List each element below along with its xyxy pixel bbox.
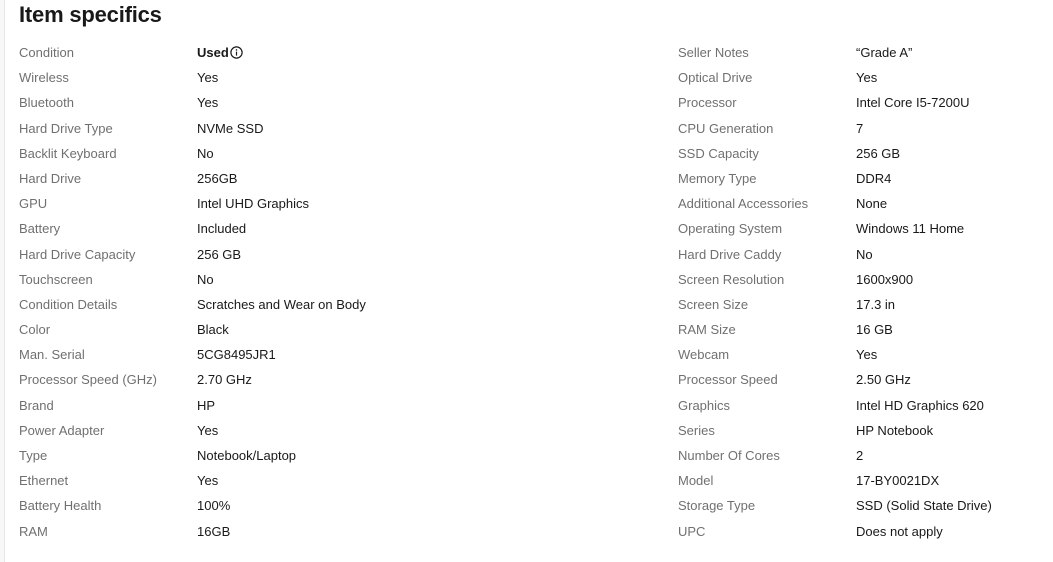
spec-label: Hard Drive — [19, 170, 82, 186]
spec-label: Ethernet — [19, 473, 69, 489]
spec-label: Condition Details — [19, 296, 118, 312]
spec-label: Type — [19, 448, 48, 463]
spec-label: Bluetooth — [19, 95, 74, 111]
spec-label: Hard Drive Capacity — [19, 246, 136, 262]
spec-label: Processor Speed (GHz) — [19, 372, 157, 388]
spec-value: 16 GB — [856, 322, 893, 338]
spec-row — [19, 242, 659, 267]
spec-label: Hard Drive Caddy — [678, 246, 782, 262]
spec-value: Yes — [856, 70, 878, 86]
spec-value: 7 — [856, 120, 864, 136]
spec-value: 256GB — [197, 170, 238, 186]
spec-value: 2.70 GHz — [197, 372, 252, 388]
spec-value: Yes — [197, 422, 219, 438]
spec-label: Condition — [19, 45, 74, 60]
spec-label: Power Adapter — [19, 422, 105, 438]
spec-value: Intel HD Graphics 620 — [856, 397, 984, 413]
spec-row — [678, 116, 1048, 141]
spec-label: Model — [678, 473, 714, 489]
spec-row — [19, 292, 659, 317]
spec-value: Windows 11 Home — [856, 221, 965, 237]
spec-label: UPC — [678, 523, 706, 539]
spec-label: Battery Health — [19, 498, 102, 514]
spec-value: HP — [197, 397, 216, 413]
spec-row — [678, 90, 1048, 115]
spec-label: Operating System — [678, 221, 783, 237]
spec-label: Hard Drive Type — [19, 120, 113, 136]
spec-value: HP Notebook — [856, 422, 934, 438]
spec-value: Yes — [197, 70, 219, 86]
spec-value: Yes — [197, 473, 219, 489]
spec-value: 256 GB — [197, 246, 242, 262]
spec-label: Number Of Cores — [678, 448, 780, 463]
spec-value: No — [197, 271, 214, 287]
spec-row — [19, 443, 659, 468]
spec-label: Storage Type — [678, 498, 756, 514]
spec-row — [678, 317, 1048, 342]
spec-value: 2 — [856, 448, 864, 463]
spec-label: Webcam — [678, 347, 730, 363]
spec-label: RAM Size — [678, 322, 736, 338]
spec-row — [19, 141, 659, 166]
spec-label: GPU — [19, 196, 48, 212]
spec-label: CPU Generation — [678, 120, 774, 136]
spec-label: Touchscreen — [19, 271, 93, 287]
spec-row — [678, 519, 1048, 544]
spec-label: Brand — [19, 397, 54, 413]
item-specifics-panel — [4, 0, 1053, 562]
spec-value: Does not apply — [856, 523, 943, 539]
spec-row — [19, 468, 659, 493]
spec-row — [678, 40, 1048, 65]
spec-row — [19, 65, 659, 90]
spec-row — [19, 493, 659, 518]
spec-label: Additional Accessories — [678, 196, 809, 212]
spec-value: SSD (Solid State Drive) — [856, 498, 992, 514]
spec-value: 256 GB — [856, 145, 901, 161]
spec-row — [678, 267, 1048, 292]
spec-label: Optical Drive — [678, 70, 753, 86]
spec-label: Memory Type — [678, 170, 757, 186]
spec-value-condition — [197, 40, 243, 65]
spec-label: Wireless — [19, 70, 69, 86]
spec-label: Series — [678, 422, 715, 438]
spec-row — [678, 216, 1048, 241]
spec-value: 1600x900 — [856, 271, 914, 287]
spec-label: Battery — [19, 221, 61, 237]
spec-label: SSD Capacity — [678, 145, 759, 161]
spec-row — [678, 292, 1048, 317]
spec-value: Included — [197, 221, 247, 237]
spec-value: No — [856, 246, 873, 262]
specs-column-left — [19, 40, 659, 544]
spec-row — [678, 342, 1048, 367]
spec-row — [19, 393, 659, 418]
spec-value: Scratches and Wear on Body — [197, 296, 366, 312]
spec-label: Graphics — [678, 397, 731, 413]
spec-row — [678, 65, 1048, 90]
spec-label: Backlit Keyboard — [19, 145, 117, 161]
spec-row — [19, 267, 659, 292]
spec-row — [19, 191, 659, 216]
spec-label: RAM — [19, 523, 48, 539]
info-icon[interactable] — [230, 42, 243, 55]
spec-row — [678, 393, 1048, 418]
spec-value: 17.3 in — [856, 296, 896, 312]
spec-label: Processor Speed — [678, 372, 778, 388]
spec-value: 2.50 GHz — [856, 372, 911, 388]
spec-value: Intel Core I5-7200U — [856, 95, 970, 111]
spec-value: 5CG8495JR1 — [197, 347, 276, 363]
spec-row — [678, 141, 1048, 166]
spec-row — [19, 342, 659, 367]
spec-value: Yes — [856, 347, 878, 363]
spec-label: Man. Serial — [19, 347, 85, 363]
spec-row — [19, 317, 659, 342]
spec-row — [678, 367, 1048, 392]
spec-value: 16GB — [197, 523, 231, 539]
section-title: Item specifics — [19, 2, 162, 27]
spec-label: Seller Notes — [678, 45, 749, 60]
spec-value: Black — [197, 322, 229, 338]
spec-row — [678, 468, 1048, 493]
spec-row — [19, 367, 659, 392]
spec-row — [19, 216, 659, 241]
spec-row — [678, 191, 1048, 216]
condition-value-text: Used — [197, 45, 229, 60]
spec-row — [19, 116, 659, 141]
spec-row — [678, 493, 1048, 518]
spec-value: Notebook/Laptop — [197, 448, 297, 463]
spec-value: NVMe SSD — [197, 120, 264, 136]
spec-label: Processor — [678, 95, 737, 111]
spec-value: “Grade A” — [856, 45, 913, 60]
spec-value: None — [856, 196, 888, 212]
spec-row — [678, 418, 1048, 443]
spec-value: Yes — [197, 95, 219, 111]
spec-label: Screen Size — [678, 296, 749, 312]
spec-row — [19, 418, 659, 443]
spec-label: Color — [19, 322, 51, 338]
spec-value: DDR4 — [856, 170, 892, 186]
spec-row — [19, 166, 659, 191]
spec-row-condition — [19, 40, 659, 65]
spec-row — [19, 519, 659, 544]
spec-value: Intel UHD Graphics — [197, 196, 309, 212]
spec-row — [19, 90, 659, 115]
specs-column-right — [678, 40, 1048, 544]
spec-row — [678, 242, 1048, 267]
spec-row — [678, 166, 1048, 191]
spec-value: No — [197, 145, 214, 161]
spec-label: Screen Resolution — [678, 271, 785, 287]
spec-row — [678, 443, 1048, 468]
spec-value: 17-BY0021DX — [856, 473, 940, 489]
spec-value: 100% — [197, 498, 231, 514]
